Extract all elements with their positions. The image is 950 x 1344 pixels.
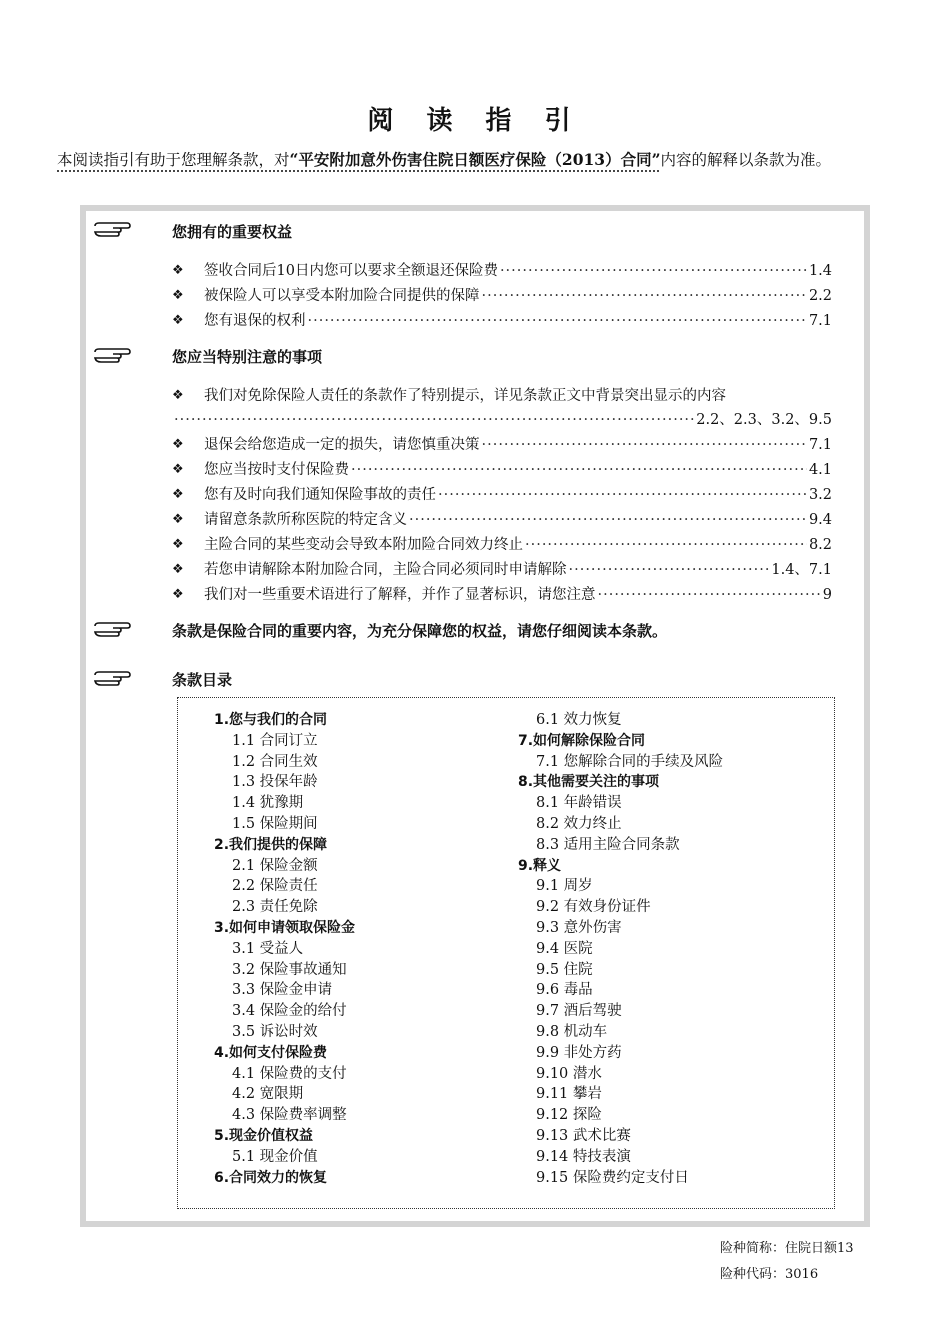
toc-entry: 9.5 住院 xyxy=(536,961,593,978)
list-item xyxy=(172,560,832,580)
diamond-bullet-icon: ❖ xyxy=(172,288,184,303)
list-item-continuation xyxy=(172,410,832,430)
item-text: 若您申请解除本附加险合同，主险合同必须同时申请解除 xyxy=(204,562,567,578)
toc-entry: 8.3 适用主险合同条款 xyxy=(536,836,680,853)
list-item xyxy=(172,261,832,281)
toc-entry: 1.5 保险期间 xyxy=(232,815,318,832)
product-code: 险种代码：3016 xyxy=(720,1267,819,1282)
item-text: 您有退保的权利 xyxy=(204,313,306,329)
diamond-bullet-icon: ❖ xyxy=(172,437,184,452)
toc-entry: 3.5 诉讼时效 xyxy=(232,1023,318,1040)
item-text: 您应当按时支付保险费 xyxy=(204,462,349,478)
product-abbreviation: 险种简称：住院日额13 xyxy=(720,1241,854,1256)
toc-entry: 9.4 医院 xyxy=(536,940,593,957)
toc-chapter: 7.如何解除保险合同 xyxy=(518,732,646,749)
diamond-bullet-icon: ❖ xyxy=(172,388,184,403)
item-ref: 2.2 xyxy=(808,288,832,304)
item-text: 退保会给您造成一定的损失，请您慎重决策 xyxy=(204,437,480,453)
toc-entry: 1.4 犹豫期 xyxy=(232,795,304,812)
list-item xyxy=(172,386,832,406)
intro-product-name: “平安附加意外伤害住院日额医疗保险（2013）合同” xyxy=(289,150,661,169)
toc-chapter: 9.释义 xyxy=(518,857,562,874)
toc-entry: 4.1 保险费的支付 xyxy=(232,1065,347,1082)
toc-chapter: 5.现金价值权益 xyxy=(214,1127,314,1144)
toc-chapter: 2.我们提供的保障 xyxy=(214,836,328,853)
item-ref: 1.4 xyxy=(808,263,832,279)
item-ref: 3.2 xyxy=(808,487,832,503)
toc-right-column xyxy=(518,710,723,1188)
item-text: 主险合同的某些变动会导致本附加险合同效力终止 xyxy=(204,537,523,553)
toc-chapter: 6.合同效力的恢复 xyxy=(214,1169,328,1186)
toc-entry: 9.9 非处方药 xyxy=(536,1044,622,1061)
toc-entry: 9.6 毒品 xyxy=(536,982,593,999)
item-text: 请留意条款所称医院的特定含义 xyxy=(204,512,407,528)
toc-chapter: 4.如何支付保险费 xyxy=(214,1044,328,1061)
pointing-hand-icon xyxy=(93,669,133,689)
toc-entry: 9.3 意外伤害 xyxy=(536,919,622,936)
list-item xyxy=(172,460,832,480)
toc-entry: 7.1 您解除合同的手续及风险 xyxy=(536,753,724,770)
diamond-bullet-icon: ❖ xyxy=(172,487,184,502)
toc-entry: 4.3 保险费率调整 xyxy=(232,1107,347,1124)
item-ref: 9.4 xyxy=(808,512,832,528)
toc-entry: 1.1 合同订立 xyxy=(232,732,318,749)
toc-entry: 8.1 年龄错误 xyxy=(536,795,622,812)
toc-entry: 9.14 特技表演 xyxy=(536,1148,631,1165)
toc-entry: 2.2 保险责任 xyxy=(232,878,318,895)
toc-entry: 1.3 投保年龄 xyxy=(232,774,318,791)
toc-entry: 5.1 现金价值 xyxy=(232,1148,318,1165)
item-text: 被保险人可以享受本附加险合同提供的保障 xyxy=(204,288,480,304)
toc-entry: 3.4 保险金的给付 xyxy=(232,1003,347,1020)
diamond-bullet-icon: ❖ xyxy=(172,587,184,602)
list-item xyxy=(172,585,832,605)
pointing-hand-icon xyxy=(93,620,133,640)
toc-entry: 2.1 保险金额 xyxy=(232,857,318,874)
item-ref: 1.4、7.1 xyxy=(771,562,832,578)
toc-entry: 3.3 保险金申请 xyxy=(232,982,333,999)
toc-entry: 9.1 周岁 xyxy=(536,878,593,895)
toc-entry: 9.7 酒后驾驶 xyxy=(536,1003,622,1020)
item-text: 您有及时向我们通知保险事故的责任 xyxy=(204,487,436,503)
item-ref: 8.2 xyxy=(808,537,832,553)
toc-chapter: 3.如何申请领取保险金 xyxy=(214,919,356,936)
item-text: 我们对一些重要术语进行了解释，并作了显著标识，请您注意 xyxy=(204,587,596,603)
item-ref: 9 xyxy=(822,587,832,603)
intro-tail: 内容的解释以条款为准。 xyxy=(660,151,832,169)
table-of-contents xyxy=(177,697,835,1209)
toc-entry: 9.15 保险费约定支付日 xyxy=(536,1169,689,1186)
toc-left-column xyxy=(214,710,355,1188)
diamond-bullet-icon: ❖ xyxy=(172,512,184,527)
list-item xyxy=(172,485,832,505)
toc-entry: 6.1 效力恢复 xyxy=(536,712,622,728)
list-item xyxy=(172,435,832,455)
list-item xyxy=(172,286,832,306)
diamond-bullet-icon: ❖ xyxy=(172,462,184,477)
section-heading-rights: 您拥有的重要权益 xyxy=(172,223,293,241)
toc-entry: 4.2 宽限期 xyxy=(232,1086,304,1103)
toc-entry: 9.10 潜水 xyxy=(536,1065,602,1082)
toc-entry: 2.3 责任免除 xyxy=(232,899,318,916)
section-heading-attention: 您应当特别注意的事项 xyxy=(172,348,323,366)
toc-entry: 9.12 探险 xyxy=(536,1107,602,1124)
pointing-hand-icon xyxy=(93,220,133,240)
list-item xyxy=(172,311,832,331)
toc-entry: 9.11 攀岩 xyxy=(536,1086,602,1103)
item-ref: 7.1 xyxy=(808,313,832,329)
item-ref: 7.1 xyxy=(808,437,832,453)
toc-entry: 1.2 合同生效 xyxy=(232,753,318,770)
toc-entry: 8.2 效力终止 xyxy=(536,815,622,832)
intro-paragraph xyxy=(57,148,907,170)
pointing-hand-icon xyxy=(93,346,133,366)
toc-chapter: 8.其他需要关注的事项 xyxy=(518,774,660,791)
toc-entry: 9.13 武术比赛 xyxy=(536,1127,631,1144)
section-heading-important: 条款是保险合同的重要内容，为充分保障您的权益，请您仔细阅读本条款。 xyxy=(172,622,668,640)
toc-entry: 3.2 保险事故通知 xyxy=(232,961,347,978)
item-ref: 4.1 xyxy=(808,462,832,478)
toc-entry: 3.1 受益人 xyxy=(232,940,304,957)
list-item xyxy=(172,535,832,555)
page-title: 阅 读 指 引 xyxy=(367,106,583,136)
intro-lead: 本阅读指引有助于您理解条款，对 xyxy=(57,151,290,169)
diamond-bullet-icon: ❖ xyxy=(172,263,184,278)
item-text: 我们对免除保险人责任的条款作了特别提示，详见条款正文中背景突出显示的内容 xyxy=(204,388,726,404)
toc-chapter: 1.您与我们的合同 xyxy=(214,712,328,728)
toc-entry: 9.2 有效身份证件 xyxy=(536,899,651,916)
toc-entry: 9.8 机动车 xyxy=(536,1023,608,1040)
diamond-bullet-icon: ❖ xyxy=(172,562,184,577)
diamond-bullet-icon: ❖ xyxy=(172,537,184,552)
list-item xyxy=(172,510,832,530)
diamond-bullet-icon: ❖ xyxy=(172,313,184,328)
section-heading-toc: 条款目录 xyxy=(172,671,233,689)
item-ref: 2.2、2.3、3.2、9.5 xyxy=(696,412,832,428)
item-text: 签收合同后10日内您可以要求全额退还保险费 xyxy=(204,263,498,279)
